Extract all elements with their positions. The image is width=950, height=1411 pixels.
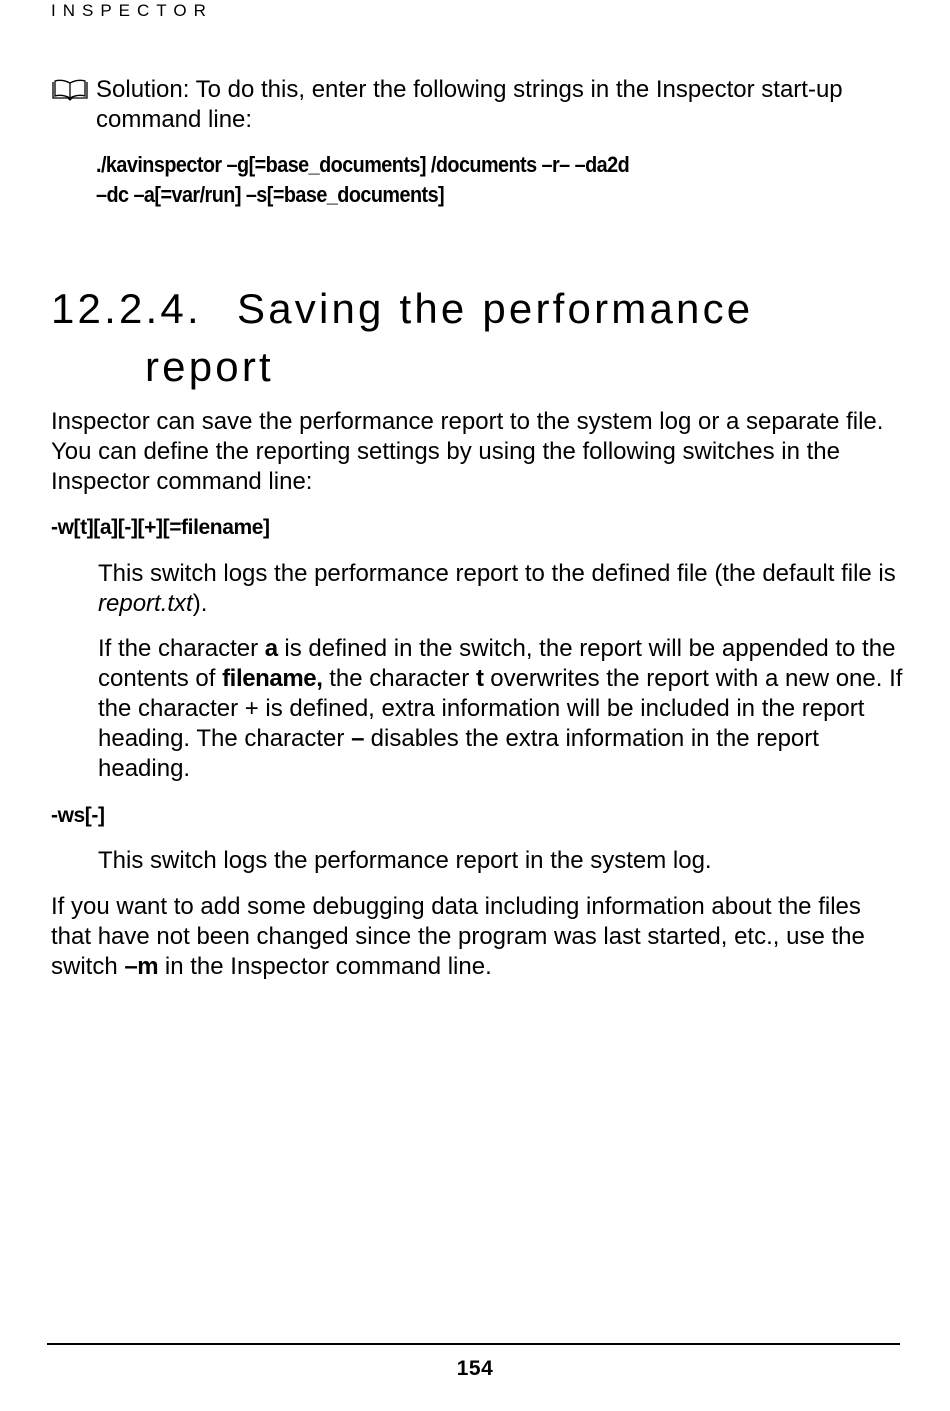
char-t: t [475, 665, 484, 692]
book-icon [51, 79, 89, 101]
section-heading [51, 280, 911, 396]
switch-w-name: -w[t][a][-][+][=filename] [51, 516, 270, 539]
command-line-1: ./kavinspector –g[=base_documents] /documents –r– –da2d [96, 152, 630, 177]
solution-text: Solution: To do this, enter the following strings in the Inspector start-up command line: [96, 76, 843, 133]
switch-w-description: This switch logs the performance report to the defined file (the default file is report.txt). [98, 560, 896, 617]
command-line-2: –dc –a[=var/run] –s[=base_documents] [96, 182, 445, 207]
switch-m: –m [124, 953, 159, 980]
switch-ws-description: This switch logs the performance report in the system log. [98, 847, 712, 874]
section-title-line-1: Saving the performance [237, 285, 754, 332]
default-filename: report.txt [98, 590, 193, 617]
switch-w-details: If the character a is defined in the switch, the report will be appended to the contents of filename, the character t overwrites the report with a new one. If the character + is defined, extra information will be included in the report heading. The character – disables the extra information in the report heading. [98, 635, 903, 782]
command-example [96, 150, 816, 210]
intro-paragraph: Inspector can save the performance report to the system log or a separate file. You can define the reporting settings by using the following switches in the Inspector command line: [51, 408, 884, 495]
section-title-line-2: report [145, 343, 274, 390]
running-header: INSPECTOR [51, 1, 213, 20]
switch-ws-name: -ws[-] [51, 804, 105, 827]
closing-paragraph: If you want to add some debugging data including information about the files that have not been changed since the program was last started, etc., use the switch –m in the Inspector command line. [51, 893, 865, 980]
footer-divider [47, 1343, 900, 1345]
page-number: 154 [456, 1357, 494, 1380]
char-a: a [264, 635, 278, 662]
solution-note [51, 75, 911, 135]
section-number: 12.2.4. [51, 285, 202, 332]
char-dash: – [351, 725, 365, 752]
filename-term: filename, [222, 665, 323, 692]
